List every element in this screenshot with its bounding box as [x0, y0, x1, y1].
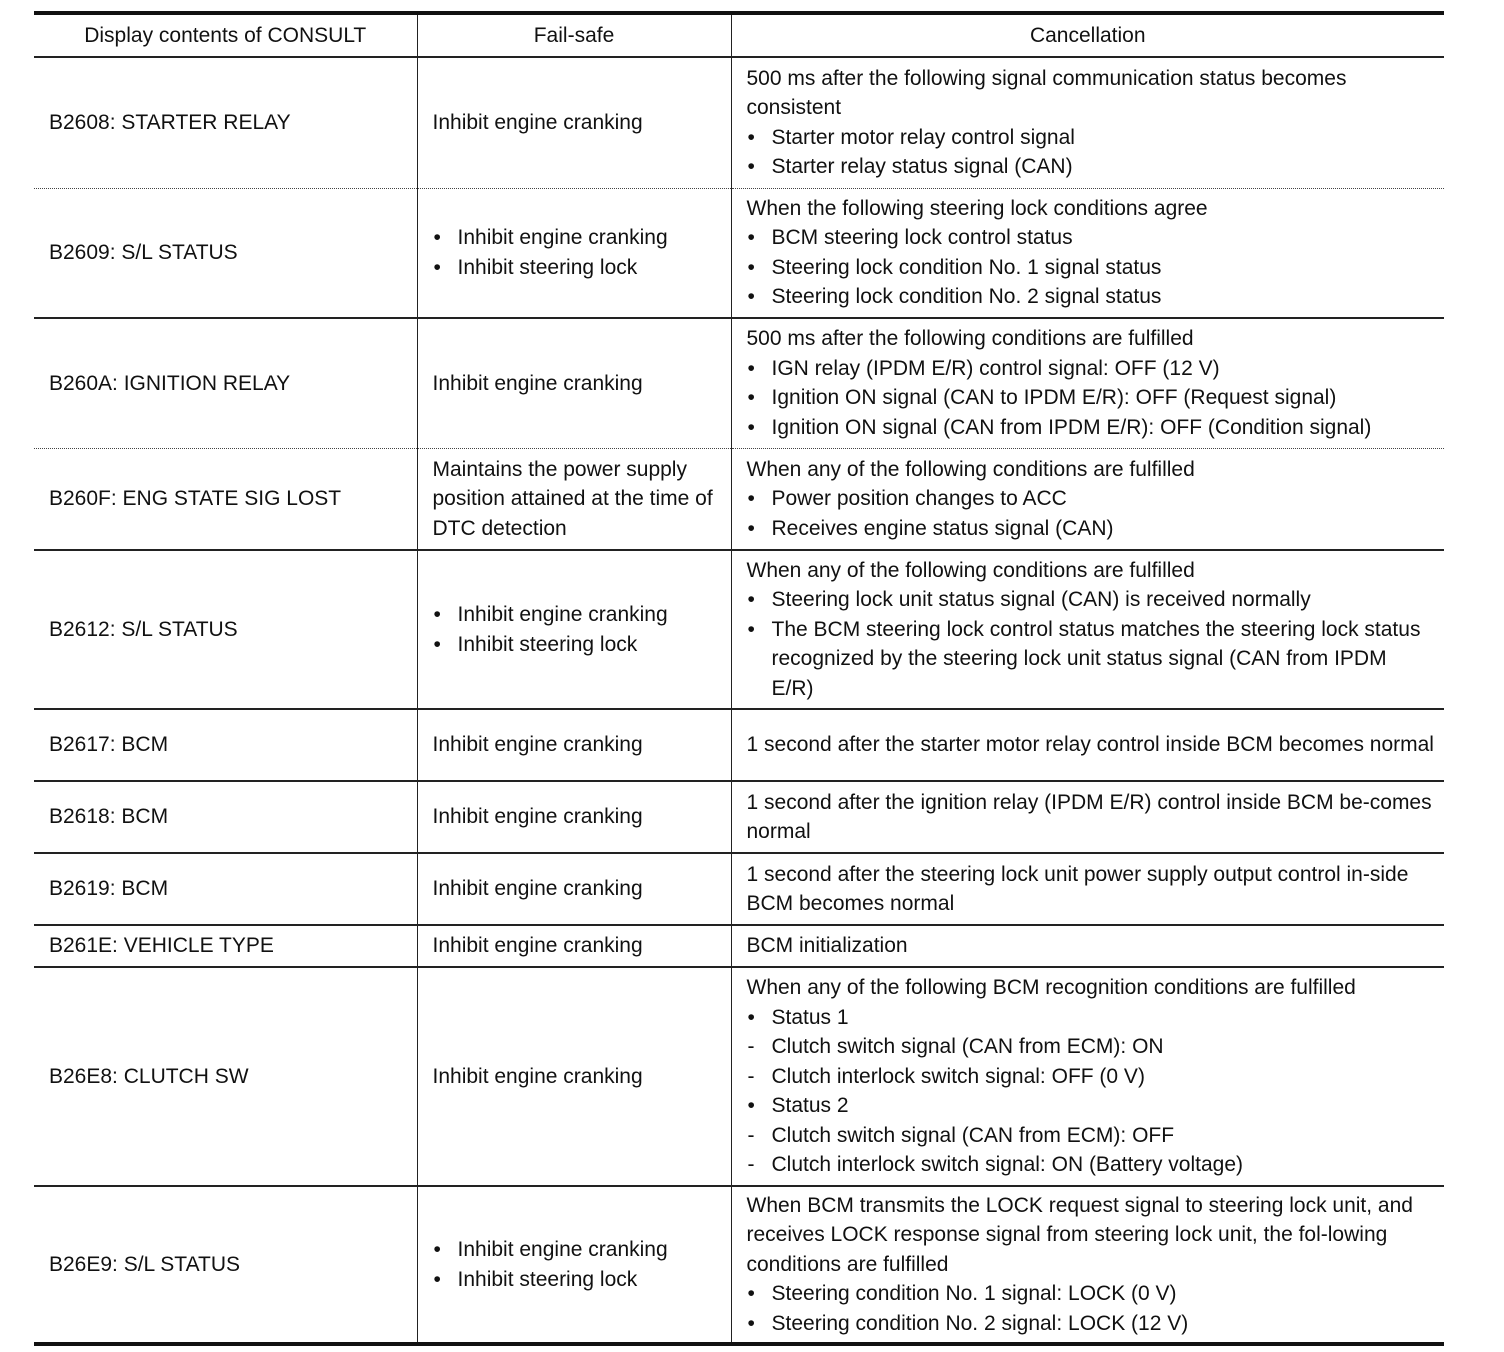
cancellation-item	[747, 484, 1435, 514]
cancellation-item	[747, 253, 1435, 283]
cancellation-cell	[731, 1186, 1444, 1344]
bullet-marker: -	[747, 1035, 755, 1059]
cancellation-intro: When the following steering lock conditions agree	[746, 196, 1208, 220]
cancellation-item	[747, 1032, 1435, 1062]
table-row	[34, 967, 1444, 1186]
cancellation-item-text: Steering condition No. 2 signal: LOCK (12 V)	[771, 1311, 1189, 1335]
cancellation-item	[747, 1150, 1435, 1180]
dtc-cell: B26E8: CLUTCH SW	[49, 1064, 249, 1088]
fail-safe-item-text: Inhibit engine cranking	[457, 603, 668, 626]
cancellation-cell	[731, 967, 1444, 1186]
cancellation-intro: 500 ms after the following signal communication status becomes consistent	[746, 66, 1347, 120]
dtc-cell: B2612: S/L STATUS	[49, 617, 238, 641]
bullet-marker: •	[747, 1282, 755, 1306]
cancellation-cell	[731, 318, 1444, 448]
fail-safe-text: Maintains the power supply position attained at the time of DTC detection	[432, 457, 713, 540]
cancellation-item-text: Steering lock condition No. 1 signal status	[771, 255, 1162, 279]
fail-safe-cell	[417, 709, 731, 781]
bullet-marker: •	[433, 1238, 441, 1261]
cancellation-cell	[731, 448, 1444, 550]
bullet-marker: •	[747, 516, 755, 540]
table-row	[34, 550, 1444, 709]
fail-safe-text: Inhibit engine cranking	[432, 805, 643, 829]
cancellation-item-text: Starter motor relay control signal	[771, 125, 1075, 149]
dtc-cell: B2608: STARTER RELAY	[49, 111, 291, 134]
fail-safe-bullet	[433, 223, 721, 253]
cancellation-item	[747, 413, 1435, 443]
fail-safe-table	[34, 11, 1444, 1346]
bullet-marker: •	[433, 1267, 441, 1291]
cancellation-intro: 1 second after the ignition relay (IPDM E/R) control inside BCM be-comes normal	[746, 790, 1432, 843]
table-row	[34, 709, 1444, 781]
cancellation-intro: When any of the following conditions are fulfilled	[746, 558, 1195, 582]
cancellation-item	[747, 152, 1435, 182]
table-row	[34, 57, 1444, 188]
cancellation-item-text: Receives engine status signal (CAN)	[771, 516, 1114, 540]
cancellation-item-text: Steering condition No. 1 signal: LOCK (0 V)	[771, 1282, 1177, 1306]
fail-safe-cell	[417, 318, 731, 448]
fail-safe-cell	[417, 448, 731, 550]
dtc-cell: B2617: BCM	[49, 733, 169, 757]
bullet-marker: •	[433, 603, 441, 626]
bullet-marker: •	[747, 1311, 755, 1335]
bullet-marker: •	[433, 632, 441, 656]
cancellation-intro: 1 second after the steering lock unit power supply output control in-side BCM becomes normal	[746, 862, 1409, 915]
bullet-marker: -	[747, 1153, 755, 1177]
fail-safe-cell	[417, 925, 731, 967]
cancellation-item	[747, 1121, 1435, 1151]
bullet-marker: •	[747, 155, 755, 179]
dtc-cell: B2618: BCM	[49, 805, 169, 829]
fail-safe-item-text: Inhibit steering lock	[457, 632, 638, 656]
header-cancellation: Cancellation	[731, 13, 1444, 57]
fail-safe-text: Inhibit engine cranking	[432, 1064, 643, 1088]
cancellation-intro: BCM initialization	[746, 934, 908, 958]
bullet-marker: •	[747, 255, 755, 279]
cancellation-item	[747, 514, 1435, 544]
fail-safe-item-text: Inhibit steering lock	[457, 1267, 638, 1291]
bullet-marker: -	[747, 1064, 755, 1088]
bullet-marker: •	[747, 386, 755, 410]
table-row	[34, 318, 1444, 448]
cancellation-cell	[731, 925, 1444, 967]
cancellation-item-text: Ignition ON signal (CAN to IPDM E/R): OFF (Request signal)	[771, 386, 1337, 410]
cancellation-item	[747, 223, 1435, 253]
dtc-cell: B261E: VEHICLE TYPE	[49, 934, 274, 958]
fail-safe-text: Inhibit engine cranking	[432, 934, 643, 958]
fail-safe-cell	[417, 853, 731, 925]
cancellation-cell	[731, 781, 1444, 853]
cancellation-item-text: Ignition ON signal (CAN from IPDM E/R): OFF (Condition signal)	[771, 415, 1372, 439]
cancellation-intro: When any of the following conditions are fulfilled	[746, 457, 1195, 481]
cancellation-item-text: Status 1	[771, 1005, 849, 1029]
cancellation-item	[747, 1091, 1435, 1121]
cancellation-item-text: Power position changes to ACC	[771, 487, 1067, 510]
cancellation-intro: 1 second after the starter motor relay control inside BCM becomes normal	[746, 733, 1434, 757]
cancellation-item	[747, 282, 1435, 312]
table-row	[34, 448, 1444, 550]
fail-safe-text: Inhibit engine cranking	[432, 111, 643, 134]
cancellation-item-text: IGN relay (IPDM E/R) control signal: OFF (12 V)	[771, 356, 1220, 380]
bullet-marker: •	[433, 255, 441, 279]
bullet-marker: •	[747, 285, 755, 309]
fail-safe-bullet	[433, 253, 721, 283]
bullet-marker: •	[433, 226, 441, 250]
cancellation-intro: When BCM transmits the LOCK request signal to steering lock unit, and receives LOCK response signal from steering lock unit, the fol-lowing conditions are fulfilled	[746, 1193, 1413, 1276]
table-row	[34, 925, 1444, 967]
cancellation-item	[747, 1003, 1435, 1033]
bullet-marker: •	[747, 1094, 755, 1118]
table-row	[34, 781, 1444, 853]
cancellation-item-text: The BCM steering lock control status matches the steering lock status recognized by the steering lock unit status signal (CAN from IPDM E/R)	[771, 617, 1421, 700]
fail-safe-item-text: Inhibit engine cranking	[457, 1238, 668, 1261]
cancellation-item-text: Clutch switch signal (CAN from ECM): ON	[771, 1035, 1164, 1059]
bullet-marker: •	[747, 617, 755, 641]
bullet-marker: •	[747, 125, 755, 149]
fail-safe-cell	[417, 781, 731, 853]
cancellation-item-text: BCM steering lock control status	[771, 226, 1073, 250]
cancellation-item-text: Starter relay status signal (CAN)	[771, 155, 1073, 179]
cancellation-item	[747, 123, 1435, 153]
cancellation-item	[747, 354, 1435, 384]
fail-safe-bullet	[433, 630, 721, 660]
cancellation-cell	[731, 550, 1444, 709]
bullet-marker: -	[747, 1123, 755, 1147]
cancellation-item-text: Steering lock unit status signal (CAN) is received normally	[771, 588, 1311, 612]
bullet-marker: •	[747, 415, 755, 439]
cancellation-cell	[731, 709, 1444, 781]
cancellation-item	[747, 615, 1435, 704]
table-row	[34, 188, 1444, 318]
table-row	[34, 853, 1444, 925]
bullet-marker: •	[747, 588, 755, 612]
fail-safe-cell	[417, 57, 731, 188]
cancellation-item-text: Clutch switch signal (CAN from ECM): OFF	[771, 1123, 1175, 1147]
bullet-marker: •	[747, 226, 755, 250]
dtc-cell: B26E9: S/L STATUS	[49, 1252, 241, 1276]
bullet-marker: •	[747, 356, 755, 380]
fail-safe-item-text: Inhibit engine cranking	[457, 226, 668, 250]
table-row	[34, 1186, 1444, 1344]
fail-safe-cell	[417, 188, 731, 318]
fail-safe-text: Inhibit engine cranking	[432, 371, 643, 395]
fail-safe-item-text: Inhibit steering lock	[457, 255, 638, 279]
bullet-marker: •	[747, 487, 755, 510]
table-header-row	[34, 13, 1444, 57]
fail-safe-table-container	[34, 11, 1444, 1346]
dtc-cell: B260F: ENG STATE SIG LOST	[49, 487, 342, 510]
dtc-cell: B260A: IGNITION RELAY	[49, 371, 291, 395]
cancellation-item-text: Clutch interlock switch signal: OFF (0 V)	[771, 1064, 1145, 1088]
fail-safe-text: Inhibit engine cranking	[432, 733, 643, 757]
cancellation-item-text: Clutch interlock switch signal: ON (Battery voltage)	[771, 1153, 1244, 1177]
cancellation-item	[747, 1062, 1435, 1092]
cancellation-cell	[731, 853, 1444, 925]
cancellation-intro: 500 ms after the following conditions are fulfilled	[746, 327, 1194, 351]
cancellation-item	[747, 585, 1435, 615]
fail-safe-cell	[417, 967, 731, 1186]
cancellation-cell	[731, 57, 1444, 188]
cancellation-item-text: Steering lock condition No. 2 signal status	[771, 285, 1162, 309]
fail-safe-bullet	[433, 1265, 721, 1295]
dtc-cell: B2619: BCM	[49, 877, 169, 901]
fail-safe-bullet	[433, 1235, 721, 1265]
cancellation-item-text: Status 2	[771, 1094, 849, 1118]
header-display-contents: Display contents of CONSULT	[34, 13, 417, 57]
fail-safe-cell	[417, 550, 731, 709]
fail-safe-bullet	[433, 600, 721, 630]
cancellation-intro: When any of the following BCM recognition conditions are fulfilled	[746, 976, 1356, 1000]
cancellation-item	[747, 1279, 1435, 1309]
fail-safe-cell	[417, 1186, 731, 1344]
bullet-marker: •	[747, 1005, 755, 1029]
header-fail-safe: Fail-safe	[417, 13, 731, 57]
cancellation-item	[747, 1309, 1435, 1339]
fail-safe-text: Inhibit engine cranking	[432, 877, 643, 901]
cancellation-cell	[731, 188, 1444, 318]
cancellation-item	[747, 383, 1435, 413]
dtc-cell: B2609: S/L STATUS	[49, 241, 238, 264]
